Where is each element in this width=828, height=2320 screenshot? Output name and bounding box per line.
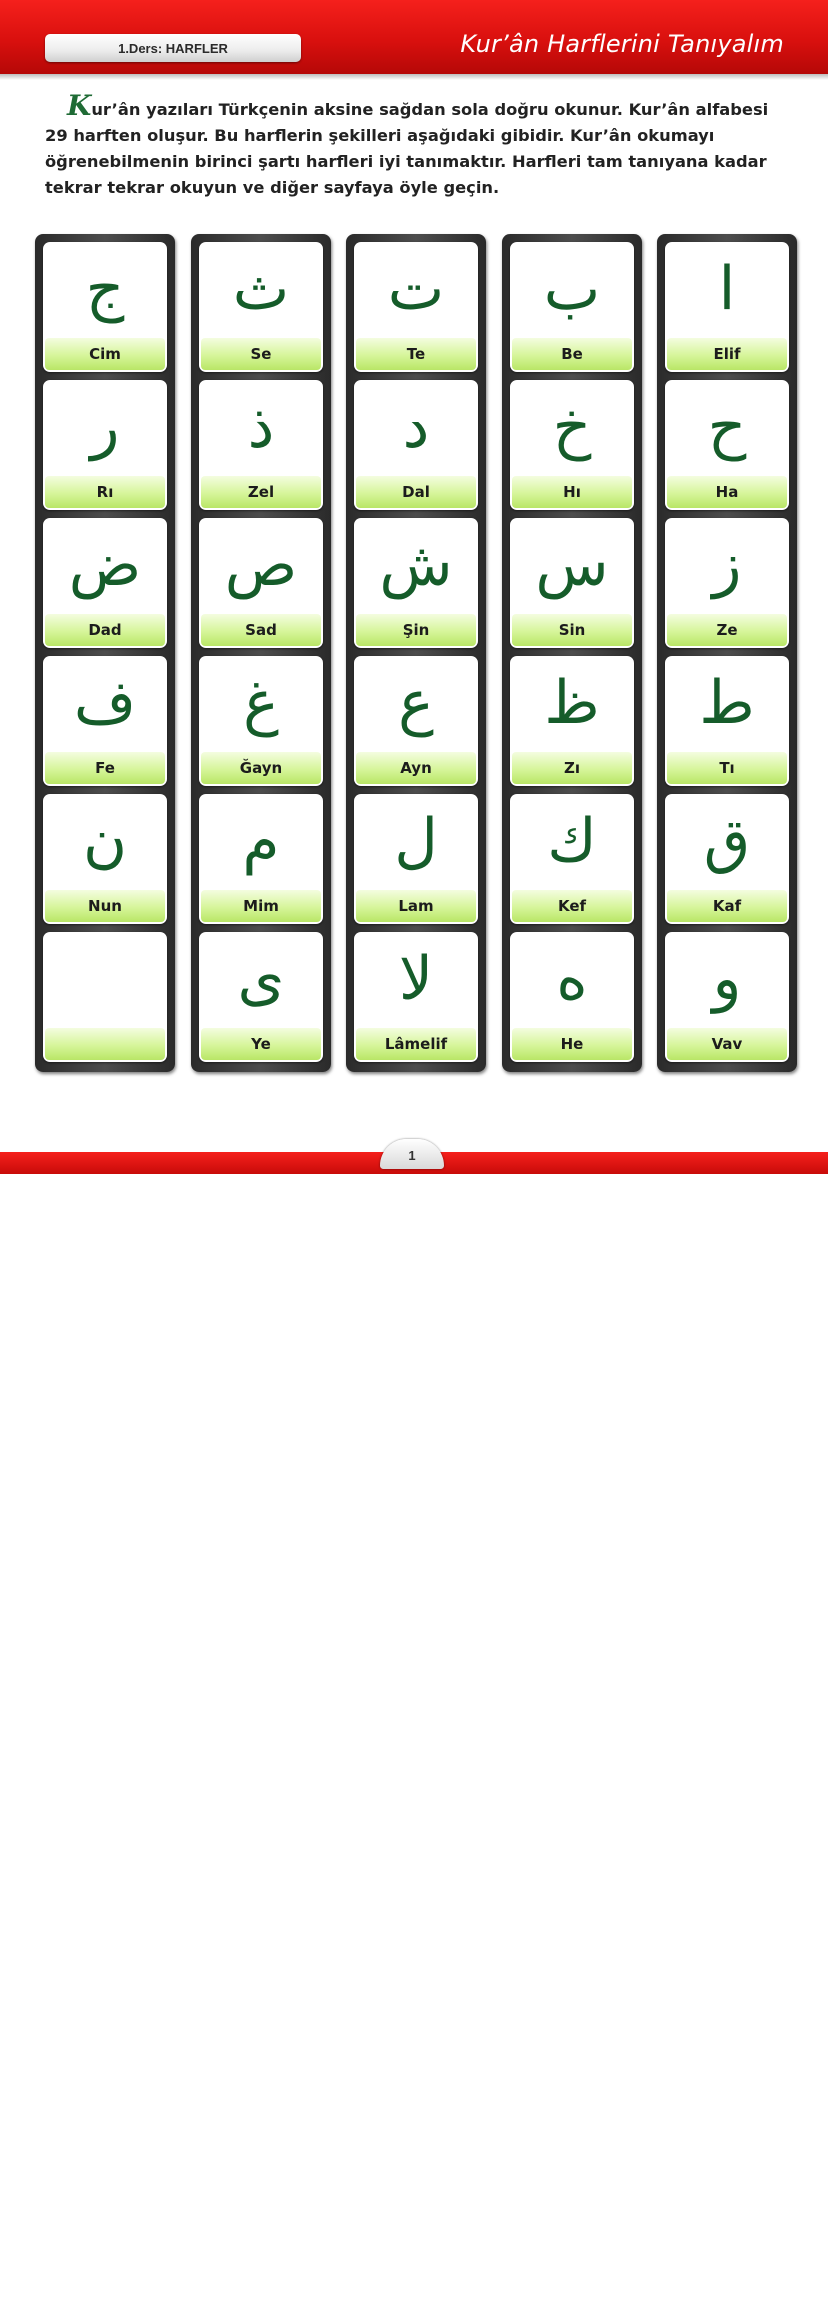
arabic-letter: ذ [247,392,275,462]
letter-column-4 [502,234,642,1072]
arabic-letter: خ [552,392,592,462]
letter-name: Te [356,338,476,370]
arabic-letter: ى [237,944,285,1014]
letter-name: Sad [201,614,321,646]
letter-column-1 [35,234,175,1072]
page-title: Kur’ân Harflerini Tanıyalım [460,30,784,58]
letter-name: Se [201,338,321,370]
letter-name: Tı [667,752,787,784]
letter-name: Zı [512,752,632,784]
page-header [0,0,828,74]
letter-name: Be [512,338,632,370]
letter-name: Ayn [356,752,476,784]
arabic-letter: ب [543,254,601,324]
letter-name: Kef [512,890,632,922]
letter-card [199,656,323,786]
arabic-letter: ك [547,806,597,876]
lesson-label: 1.Ders: HARFLER [45,34,301,62]
letter-card [43,794,167,924]
letter-card [354,380,478,510]
letter-name: Lam [356,890,476,922]
arabic-letter: ح [707,392,747,462]
letter-column-3 [346,234,486,1072]
letter-column-2 [191,234,331,1072]
letter-card [199,242,323,372]
letter-card [510,932,634,1062]
letter-name: Ha [667,476,787,508]
letter-card [199,794,323,924]
arabic-letter: لا [398,944,434,1014]
letter-card [665,794,789,924]
letter-name: Kaf [667,890,787,922]
letter-card [510,794,634,924]
arabic-letter: غ [243,668,279,738]
letter-name: Ze [667,614,787,646]
arabic-letter: ا [718,254,736,324]
letter-name: Elif [667,338,787,370]
letter-card [665,518,789,648]
letter-name: Dad [45,614,165,646]
arabic-letter: ز [712,530,742,600]
arabic-letter: ع [398,668,434,738]
letter-card [43,242,167,372]
letter-name: Fe [45,752,165,784]
letter-name: Şin [356,614,476,646]
letter-name: Dal [356,476,476,508]
intro-text: ur’ân yazıları Türkçenin aksine sağdan sola doğru okunur. Kur’ân alfabesi 29 harften oluşur. Bu harflerin şekilleri aşağıdaki gibidir. Kur’ân okumayı öğrenebilmenin birinci şartı harfleri iyi tanımaktır. Harfleri tam tanıyana kadar tekrar tekrar okuyun ve diğer sayfaya öyle geçin. [45,100,769,197]
letter-name: Vav [667,1028,787,1060]
letter-name: Nun [45,890,165,922]
letter-name: Zel [201,476,321,508]
letter-card [354,656,478,786]
letter-name: He [512,1028,632,1060]
letter-column-5 [657,234,797,1072]
letter-name: Ye [201,1028,321,1060]
letter-card [354,242,478,372]
letter-name: Hı [512,476,632,508]
header-divider [0,74,828,80]
website-url: www.risaleokul.com [671,2306,806,2320]
letter-name: Rı [45,476,165,508]
arabic-letter: ث [232,254,290,324]
arabic-letter: د [402,392,430,462]
letter-card [43,656,167,786]
arabic-letter: ل [394,806,438,876]
letter-card [43,518,167,648]
intro-paragraph [45,89,785,201]
letter-card [665,932,789,1062]
arabic-letter: ج [85,254,125,324]
arabic-letter: ص [224,530,298,600]
letter-card [354,932,478,1062]
letter-card [354,518,478,648]
arabic-letter: ض [68,530,142,600]
letter-card [43,380,167,510]
letter-card [199,518,323,648]
letter-card [354,794,478,924]
arabic-letter: ت [387,254,445,324]
arabic-letter: ق [703,806,751,876]
letter-card [665,380,789,510]
letter-card [665,656,789,786]
letter-card [665,242,789,372]
letter-name: Cim [45,338,165,370]
arabic-letter: ن [82,806,128,876]
letter-name [45,1028,165,1060]
arabic-letter: ش [379,530,453,600]
letter-card [510,518,634,648]
letter-card-empty [43,932,167,1062]
letter-name: Ğayn [201,752,321,784]
intro-initial: K [67,89,92,122]
letter-name: Mim [201,890,321,922]
letter-card [510,656,634,786]
letter-card [510,380,634,510]
letter-card [199,380,323,510]
arabic-letter: ط [699,668,755,738]
page-number: 1 [380,1139,444,1169]
arabic-letter: م [242,806,280,876]
letter-name: Sin [512,614,632,646]
arabic-letter: و [712,944,742,1014]
arabic-letter [43,936,167,1022]
letter-card [199,932,323,1062]
letter-name: Lâmelif [356,1028,476,1060]
arabic-letter: ه [556,944,588,1014]
arabic-letter: ظ [544,668,600,738]
arabic-letter: ر [90,392,120,462]
letter-card [510,242,634,372]
arabic-letter: س [535,530,609,600]
arabic-letter: ف [73,668,137,738]
